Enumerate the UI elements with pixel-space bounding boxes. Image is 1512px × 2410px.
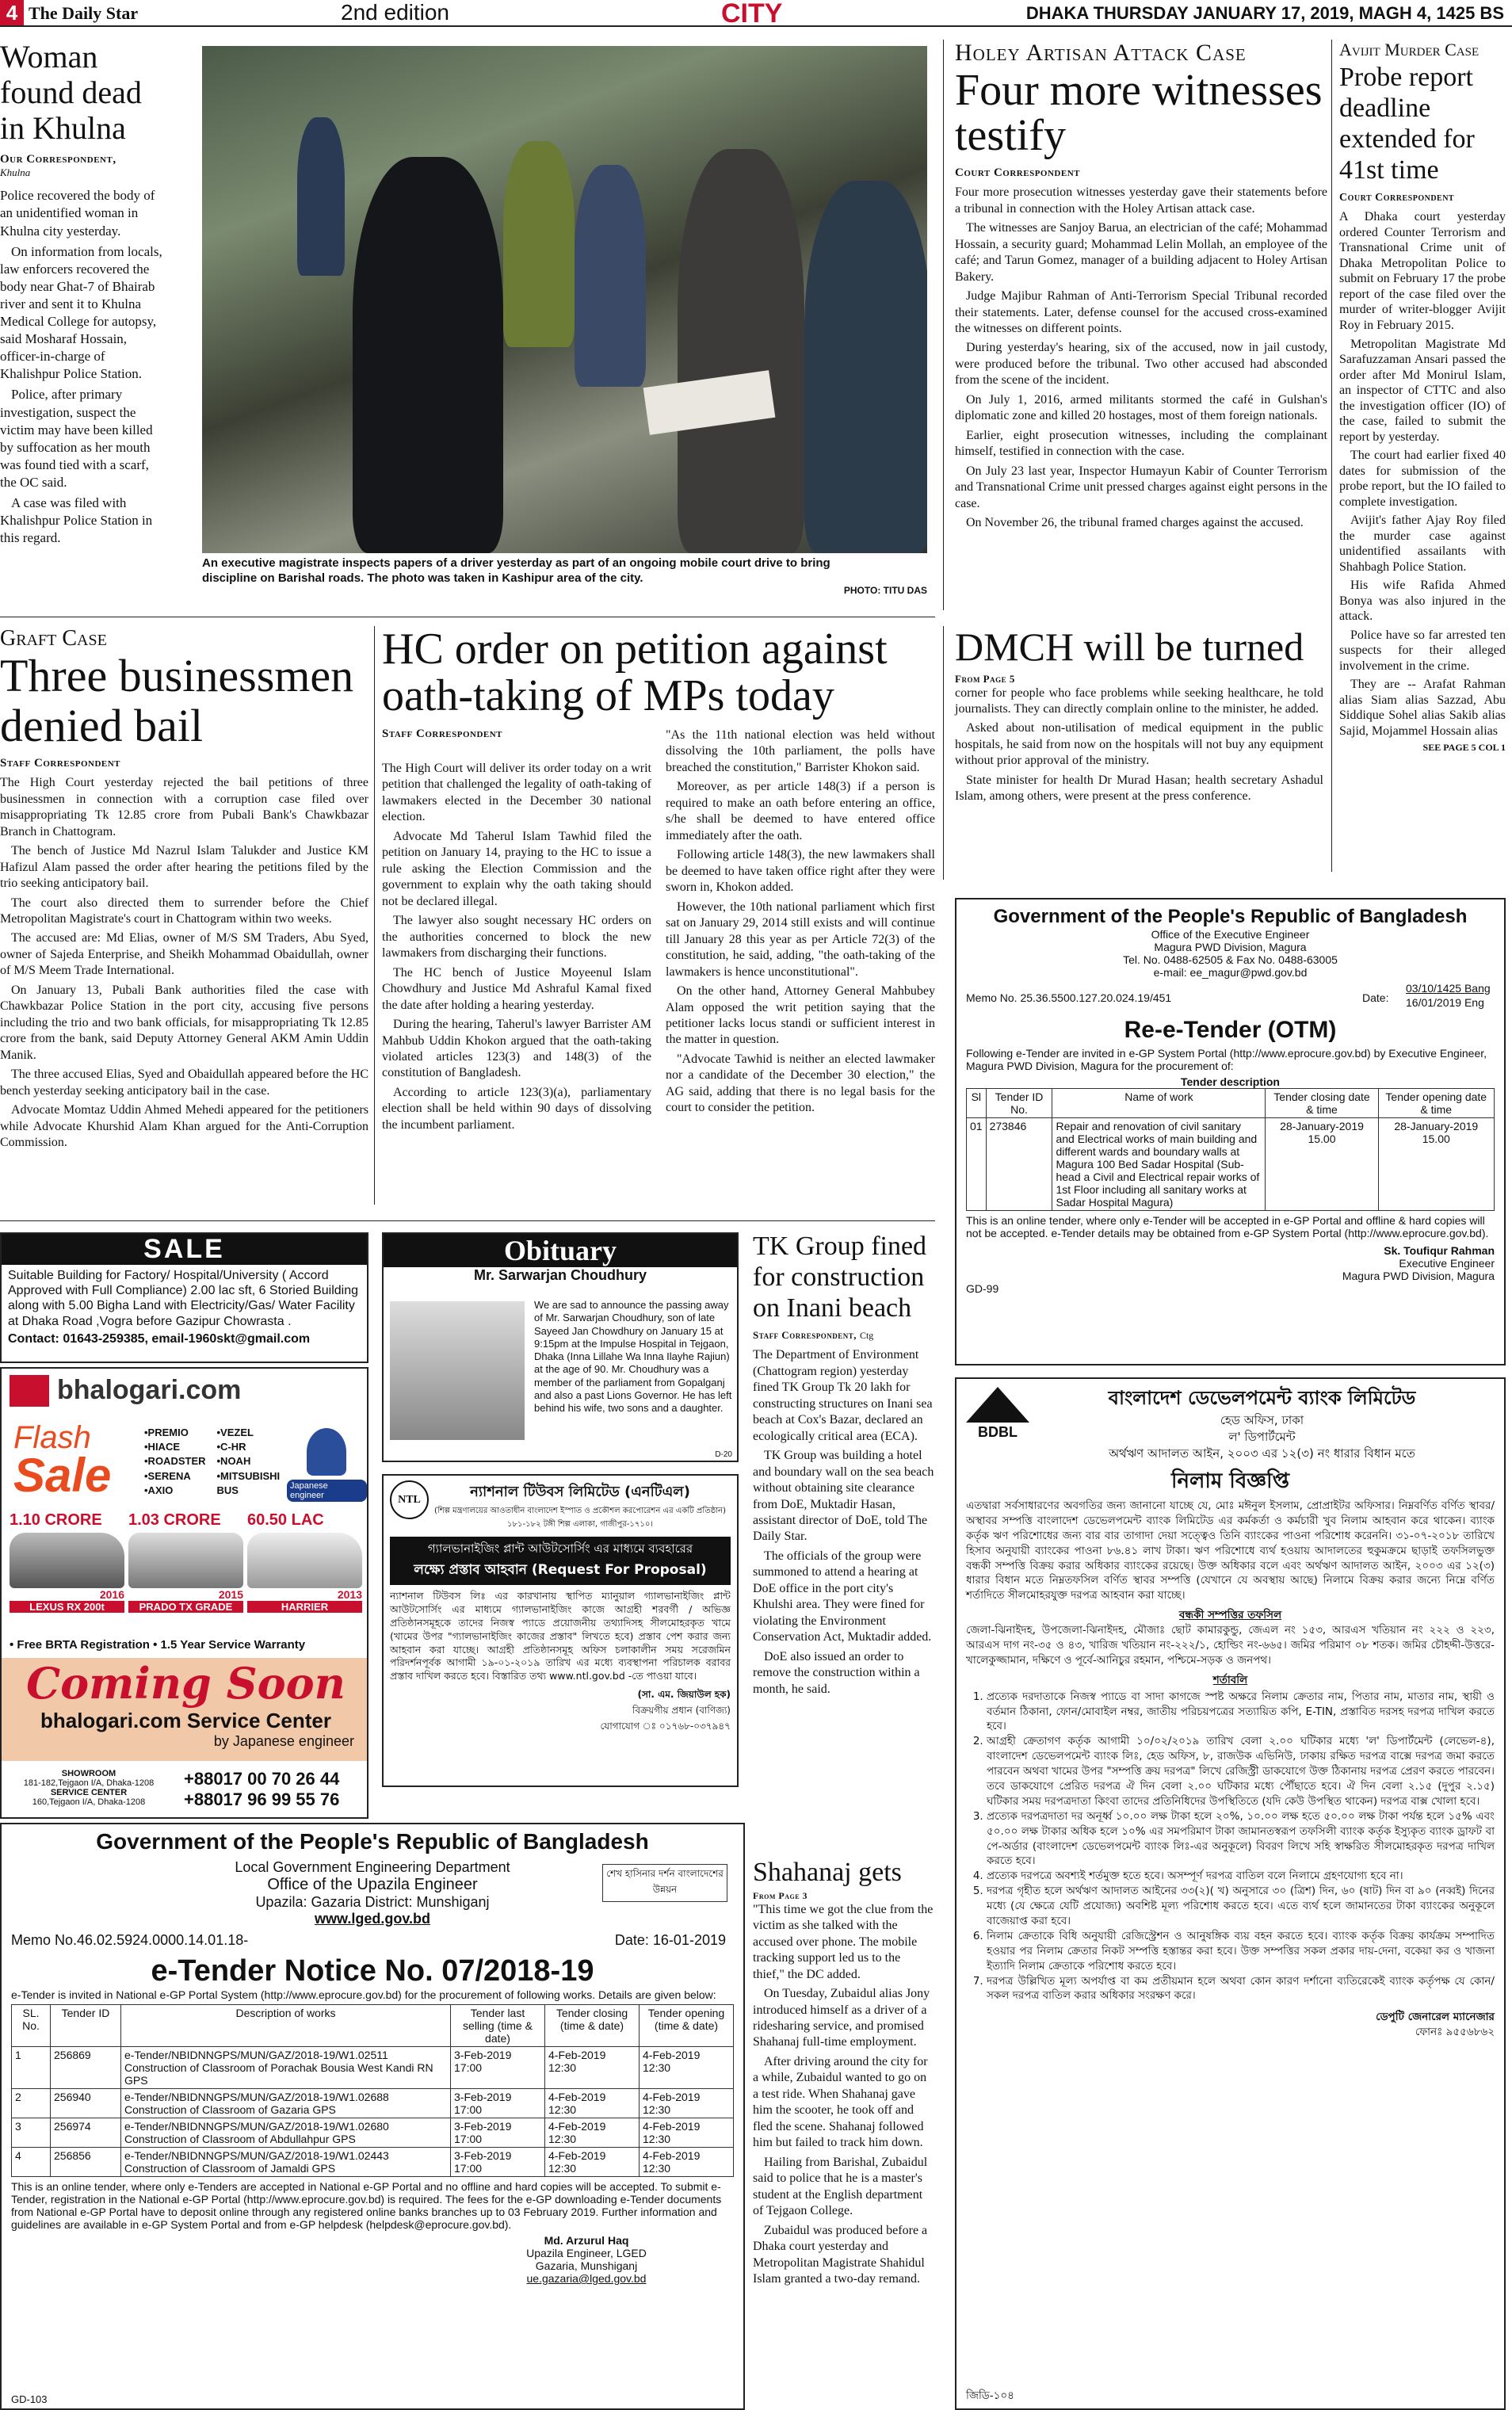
- edition-label: 2nd edition: [341, 0, 450, 25]
- ad-code: জিডি-১০৪: [966, 2389, 1014, 2403]
- paragraph: According to article 123(3)(a), parliamentary election shall be held within 90 days of dissolving the incumbent parliament.: [382, 1085, 651, 1132]
- col-header: Tender opening (time & date): [640, 2005, 734, 2047]
- table-row: 1 256869 e-Tender/NBIDNNGPS/MUN/GAZ/2018-19/W1.02511 Construction of Classroom of Porachak Bousia West Kandi RN GPS 3-Feb-2019 17:00 4-Feb-2019 12:30 4-Feb-2019 12:30: [12, 2047, 734, 2089]
- col-header: Description of works: [121, 2005, 451, 2047]
- paragraph: The bench of Justice Md Nazrul Islam Talukder and Justice KM Hafizul Alam passed the order after hearing the petitions filed by the trio seeking anticipatory bail.: [0, 844, 368, 891]
- ntl-body: ন্যাশনাল টিউবস লিঃ এর কারখানায় স্থাপিত ম্যানুয়াল গ্যালভানাইজিং প্লান্ট আউটসোর্সিং এর মাধ্যমে গ্যালভানাইজিং কাজে আগ্রহী শরবর্গী / অভিজ্ঞ প্রতিষ্ঠানসমূহকে তাদের নিজস্ব প্যাডে প্রয়োজনীয় তথ্যাদিসহ সীলমোহরকৃত খামে (খামের উপর "গ্যালভানাইজিং কাজের প্রস্তাব" লিখতে হবে) প্রস্তাব পেশ করার জন্য আহবান করা যাচ্ছে। আগ্রহী প্রতিষ্ঠানসমূহ অফিস চলাকালীন সময় সরেজমিন পরিদর্শনপূর্বক আগামী ১৯-০১-২০১৯ তারিখ এর মধ্যে ব্যবস্থাপনা পরিচালক বরাবর প্রস্তাব দাখিল করতে হবে। বিস্তারিত তথ্য www.ntl.gov.bd -তে পাওয়া যাবে।: [390, 1590, 731, 1682]
- signer-email[interactable]: ue.gazaria@lged.gov.bd: [526, 2272, 647, 2285]
- date-english: 16/01/2019 Eng: [1406, 996, 1484, 1009]
- byline-place: Ctg: [859, 1330, 874, 1342]
- signer-title: Executive Engineer: [1399, 1257, 1495, 1270]
- section-title: CITY: [721, 0, 783, 29]
- signer: ডেপুটি জেনারেল ম্যানেজার: [1376, 2011, 1495, 2024]
- ad-lged-tender: [0, 1823, 745, 2410]
- ad-code: GD-99: [966, 1282, 999, 1295]
- list-item: 2. আগ্রহী ক্রেতাগণ কর্তৃক আগামী ১০/০২/২০১৯ তারিখ বেলা ২.০০ ঘটিকার মধ্যে 'ল' ডিপার্টমেন্ট (লেভেল-৪), বাংলাদেশ ডেভেলপমেন্ট ব্যাংক লিঃ, হেড অফিস, ৮, রাজউক এভিনিউ, ঢাকায় রক্ষিত দরপত্র বাক্সে দরপত্র জমা করতে পারবেন অথবা খামের উপর "সম্পত্তি ক্রয় দরপত্র" লিখে রেজিস্ট্রী ডাকযোগে উক্ত ঠিকানায় দরপত্র প্রেরণ করতে পারবেন। তবে ডাকযোগে প্রেরিত দরপত্র ঐ দিন বেলা ২.০০ ঘটিকার মধ্যে পৌঁছাতে হবে। ঐ দিন বেলা ২.১৫ (দুপুর ২.১৫) ঘটিকার সময় দরপত্রদাতা কিংবা তাদের প্রতিনিধিদের উপস্থিতিতে (যদি কেউ উপস্থিত থাকেন) দরপত্র বাক্স খোলা হবে।: [987, 1734, 1495, 1808]
- article-body: [955, 686, 1323, 805]
- paragraph: Moreover, as per article 148(3) if a person is required to make an oath before entering an office, s/he shall be deemed to have entered office immediately after the oath.: [666, 780, 935, 842]
- paragraph: Zubaidul was produced before a Dhaka court yesterday and Metropolitan Magistrate Shahidul Islam granted a two-day remand.: [753, 2223, 928, 2286]
- story-graft: [0, 626, 368, 1155]
- signer: (সা. এম. জিয়াউল হক): [637, 1689, 731, 1701]
- article-body: [753, 1902, 935, 2288]
- list-item: 5. দরপত্র গৃহীত হলে অর্থঋণ আদালত আইনের ৩৩(২)( খ) অনুসারে ৩০ (ত্রিশ) দিন, ৬০ (ষাট) দিন বা ৯০ (নব্বই) দিনের মধ্যে (যে ক্ষেত্রে যেটি প্রযোজ্য) অবশিষ্ট মূল্য পরিশোধ করতে হবে। এতে ব্যর্থ হলে জামানতের টাকা ব্যাংকের অনুকূলে বাজেয়াপ্ত করা হবে।: [987, 1884, 1495, 1929]
- ad-code: D-20: [715, 1450, 732, 1459]
- paragraph: Police recovered the body of an unidentified woman in Khulna city yesterday.: [0, 188, 155, 239]
- showroom-label: SHOWROOM: [61, 1769, 116, 1778]
- avatar: [307, 1428, 346, 1476]
- byline: Staff Correspondent: [382, 727, 503, 740]
- signer-place: Gazaria, Munshiganj: [535, 2259, 638, 2272]
- auction-title: নিলাম বিজ্ঞপ্তি: [1171, 1469, 1289, 1493]
- ntl-banner: গ্যালভানাইজিং প্লান্ট আউটসোর্সিং এর মাধ্যমে ব্যবহারের লক্ষ্যে প্রস্তাব আহবান (Request For Proposal): [390, 1537, 731, 1585]
- sale-title: SALE: [2, 1234, 367, 1265]
- ad-obituary: [382, 1232, 739, 1462]
- ntl-sub: (শিল্প মন্ত্রণালয়ের আওতাধীন বাংলাদেশ ইস্পাত ও প্রকৌশল করপোরেশন এর একটি প্রতিষ্ঠান): [434, 1507, 726, 1515]
- tender-title: e-Tender Notice No. 07/2018-19: [151, 1954, 594, 1988]
- list-item: 3. প্রত্যেক দরপত্রদাতা দর অনূর্ধ্ব ১০.০০ লক্ষ টাকা হলে ২০%, ১০.০০ লক্ষ হতে ৫০.০০ লক্ষ টাকা পর্যন্ত হলে ১৫% এবং ৫০.০০ লক্ষ টাকার অধিক হলে ১০% এর সমপরিমাণ টাকা জামানতস্বরূপ তফসিলী ব্যাংক কর্তৃক ইস্যুকৃত ব্যাংক ড্রাফট বা পে-অর্ডার (বাংলাদেশ ডেভেলপমেন্ট ব্যাংক লিঃ-এর অনুকূলে) বিবরণ লিখে সহি স্বাক্ষরিত সীলমোহরকৃত দরপত্র দাখিল করতে হবে।: [987, 1809, 1495, 1870]
- signer-office: Magura PWD Division, Magura: [1342, 1270, 1495, 1282]
- paper-name: The Daily Star: [29, 3, 139, 23]
- paragraph: Hailing from Barishal, Zubaidul said to police that he is a master's student at the English department of Tejgaon College.: [753, 2155, 928, 2218]
- showroom-address: 181-182,Tejgaon I/A, Dhaka-1208: [23, 1778, 155, 1788]
- table-row: 2 256940 e-Tender/NBIDNNGPS/MUN/GAZ/2018-19/W1.02688 Construction of Classroom of Gazaria GPS 3-Feb-2019 17:00 4-Feb-2019 12:30 4-Feb-2019 12:30: [12, 2089, 734, 2118]
- story-khulna: [0, 40, 166, 550]
- tel: Tel. No. 0488-62505 & Fax No. 0488-63005: [1123, 953, 1338, 966]
- office: Office of the Upazila Engineer: [267, 1876, 478, 1893]
- ad-code: GD-103: [11, 2393, 48, 2405]
- article-body: [955, 185, 1327, 531]
- byline: Staff Correspondent: [0, 757, 121, 770]
- headline: Shahanaj gets: [753, 1858, 902, 1887]
- phone: ফোনঃ ৯৫৫৬৮৬২: [1415, 2026, 1495, 2039]
- obituary-text: We are sad to announce the passing away of Mr. Sarwarjan Choudhury, son of late Sayeed Jan Chowdhury on January 15 at 9:15pm at the Impulse Hospital in Tejgaon, Dhaka (Inna Lillahe Wa Inna Ilayhe Rajiun) at the age of 90. Mr. Choudhury was a member of the parliament from Gopalganj and also a past Lions Governor. He has left behind his wife, two sons and a daughter.: [534, 1299, 732, 1414]
- ad-ntl: [382, 1474, 739, 1787]
- department: ল' ডিপার্টমেন্ট: [1228, 1429, 1296, 1444]
- gov-title: Government of the People's Republic of Bangladesh: [96, 1829, 649, 1854]
- office: Office of the Executive Engineer: [1151, 928, 1310, 941]
- col-header: Tender last selling (time & date): [451, 2005, 545, 2047]
- paragraph: DoE also issued an order to remove the construction within a month, he said.: [753, 1649, 920, 1696]
- article-body: [1339, 209, 1506, 739]
- service-label: SERVICE CENTER: [50, 1788, 128, 1797]
- paragraph: Metropolitan Magistrate Md Sarafuzzaman Ansari passed the order after Md Monirul Islam, an inspector of CTTC and also the investigation officer (IO) of the case, failed to submit the report by yesterday.: [1339, 337, 1506, 444]
- obituary-name: Mr. Sarwarjan Choudhury: [473, 1267, 647, 1283]
- byline: Our Correspondent,: [0, 153, 116, 166]
- flash-label: Flash: [13, 1420, 91, 1455]
- memo: Memo No. 25.36.5500.127.20.024.19/451: [966, 991, 1172, 1004]
- masthead: [0, 0, 1512, 27]
- kicker: Holey Artisan Attack Case: [955, 40, 1247, 66]
- paragraph: The three accused Elias, Syed and Obaidullah appeared before the HC bench yesterday seeking anticipatory bail in the case.: [0, 1068, 368, 1098]
- paragraph: On July 23 last year, Inspector Humayun Kabir of Counter Terrorism and Transnational Crime unit pressed charges against eight persons in the case.: [955, 464, 1327, 510]
- paragraph: The court also directed them to surrender before the Chief Metropolitan Magistrate's court in Chattogram within two weeks.: [0, 896, 368, 926]
- headline: Woman found dead in Khulna: [0, 39, 142, 146]
- headline: HC order on petition against oath-taking of MPs today: [382, 624, 888, 720]
- phone: যোগাযোগ ঃ ০১৭৬৮-০৩৭৯৪৭: [600, 1721, 731, 1732]
- bdbl-logo: BDBL: [966, 1387, 1029, 1442]
- brand: bhalogari.com: [57, 1375, 242, 1405]
- table-row: 3 256974 e-Tender/NBIDNNGPS/MUN/GAZ/2018-19/W1.02680 Construction of Classroom of Abdullahpur GPS 3-Feb-2019 17:00 4-Feb-2019 12:30 4-Feb-2019 12:30: [12, 2118, 734, 2148]
- note: This is an online tender, where only e-Tender will be accepted in e-GP Portal and offline & hard copies will not be accepted. e-Tender details may be obtained from e-GP System Portal (http://www.eprocure.gov.bd).: [966, 1214, 1489, 1239]
- byline: Staff Correspondent,: [753, 1329, 857, 1342]
- paragraph: "Advocate Tawhid is neither an elected lawmaker nor a candidate of the December 30 election," the AG said, adding that there is no legal basis for the court to consider the petition.: [666, 1052, 935, 1115]
- paragraph: During the hearing, Taherul's lawyer Barrister AM Mahbub Uddin Khokon argued that the oath-taking violated articles 123(3) and 148(3) of the constitution of Bangladesh.: [382, 1018, 651, 1080]
- ad-otm-tender: [955, 898, 1506, 1365]
- paragraph: On January 13, Pubali Bank authorities filed the case with Chawkbazar Police Station in the port city, accusing five persons including the trio and two bank officials, for misappropriating Tk 12.85 crore from the bank, said Deputy Attorney General AKM Amin Uddin Manik.: [0, 983, 368, 1062]
- from-page: From Page 5: [955, 672, 1015, 685]
- sale-description: Suitable Building for Factory/ Hospital/University ( Accord Approved with Full Compliance) 2.00 lac sft, 6 Storied Building along with 5.00 Bigha Land with Electricity/Gas/ Water Facility at Dhaka Road ,Vogra before Gazipur Chowrasta .: [8, 1269, 358, 1328]
- headline: Four more witnesses testify: [955, 66, 1323, 161]
- date: Date: 16-01-2019: [614, 1932, 726, 1948]
- col-header: SL. No.: [12, 2005, 51, 2047]
- paragraph: On July 1, 2016, armed militants stormed the café in Gulshan's diplomatic zone and killed 20 hostages, most of them foreign nationals.: [955, 392, 1327, 423]
- list-item: 7. দরপত্র উল্লিখিত মূল্য অপর্যাপ্ত বা কম প্রতীয়মান হলে অথবা কোন কারণ দর্শানো ব্যতিরেকেই ব্যাংক কর্তৃপক্ষ যে কোন/সকল দরপত্র বাতিল করার অধিকার সংরক্ষণ করে।: [987, 1974, 1495, 2004]
- head-office: হেড অফিস, ঢাকা: [1220, 1412, 1304, 1427]
- headline: TK Group fined for construction on Inani beach: [753, 1232, 927, 1323]
- story-holey-artisan: [955, 40, 1327, 535]
- paragraph: Advocate Md Taherul Islam Tawhid filed the petition on January 14, praying to the HC to issue a rule asking the Election Commission and the government to explain why the oath taking should not be declared illegal.: [382, 829, 651, 908]
- photo-caption: An executive magistrate inspects papers of a driver yesterday as part of an ongoing mobile court drive to bring discipline on Barishal roads. The photo was taken in Kashipur area of the city.: [202, 556, 830, 585]
- story-tk-group: [753, 1231, 935, 1701]
- date-bangla: 03/10/1425 Bang: [1406, 982, 1491, 995]
- paragraph: The lawyer also sought necessary HC orders on the authorities concerned to block the new lawmakers from discharging their functions.: [382, 914, 651, 961]
- schedule-title: বন্ধকী সম্পত্তির তফসিল: [1178, 1609, 1282, 1622]
- paragraph: His wife Rafida Ahmed Bonya was also injured in the attack.: [1339, 579, 1506, 624]
- eg-logo: [10, 1375, 49, 1407]
- col-header: Tender closing date & time: [1266, 1089, 1378, 1118]
- paragraph: The court had earlier fixed 40 dates for submission of the probe report, but the IO failed to complete investigation.: [1339, 449, 1506, 509]
- paragraph: Following article 148(3), the new lawmakers shall be deemed to have taken office right after they were sworn in, Khokon added.: [666, 848, 935, 895]
- ntl-address: ১৮১-১৮২ টঙ্গী শিল্প এলাকা, গাজীপুর-১৭১০।: [507, 1520, 653, 1529]
- phone-1: +88017 00 70 26 44: [184, 1769, 340, 1789]
- paragraph: The accused are: Md Elias, owner of M/S SM Traders, Abu Syed, owner of Sajeda Enterprise, and Sheikh Mohammad Obaidullah, owner of M/S Meem Trade International.: [0, 931, 368, 978]
- ntl-name: ন্যাশনাল টিউবস লিমিটেড (এনটিএল): [470, 1484, 690, 1500]
- list-item: 4. প্রত্যেক দরপত্রে অবশ্যই শর্তমুক্ত হতে হবে। অসম্পূর্ণ দরপত্র বাতিল বলে নিলামে গ্রহণযোগ্য হবে না।: [987, 1869, 1495, 1884]
- car-offers: 1.10 CRORE 2016 LEXUS RX 200t 1.03 CRORE 2015 PRADO TX GRADE 60.50 LAC 2013 HARRIER: [10, 1511, 362, 1613]
- column-1: [382, 761, 651, 1136]
- jump-line: SEE PAGE 5 COL 1: [1422, 742, 1506, 754]
- dateline: DHAKA THURSDAY JANUARY 17, 2019, MAGH 4, 1425 BS: [1025, 3, 1504, 23]
- paragraph: The Department of Environment (Chattogram region) yesterday fined TK Group Tk 20 lakh for constructing structures on Inani sea beach at Cox's Bazar, declared an ecologically critical area (ECA).: [753, 1348, 933, 1443]
- ad-sale: [0, 1232, 368, 1363]
- website[interactable]: www.lged.gov.bd: [315, 1911, 430, 1927]
- column-2: [666, 728, 935, 1120]
- division: Magura PWD Division, Magura: [1154, 941, 1307, 953]
- story-hc-order: [382, 624, 935, 1132]
- gov-title: Government of the People's Republic of Bangladesh: [993, 906, 1468, 927]
- byline: Court Correspondent: [955, 166, 1080, 180]
- headline: Probe report deadline extended for 41st time: [1339, 63, 1475, 185]
- col-header: Tender ID No.: [986, 1089, 1052, 1118]
- paragraph: Earlier, eight prosecution witnesses, including the complainant himself, testified in connection with the case.: [955, 428, 1327, 459]
- memo: Memo No.46.02.5924.0000.14.01.18-: [11, 1932, 249, 1948]
- paragraph: Judge Majibur Rahman of Anti-Terrorism Special Tribunal recorded their statements. Later, defense counsel for the accused cross-examined the witnesses on different points.: [955, 289, 1327, 335]
- paragraph: A case was filed with Khalishpur Police Station in this regard.: [0, 495, 153, 546]
- paragraph: "As the 11th national election was held without dissolving the 10th parliament, the polls have breached the constitution," Barrister Khokon said.: [666, 728, 935, 774]
- paragraph: The HC bench of Justice Moyeenul Islam Chowdhury and Justice Md Ashraful Kamal fixed the date after holding a hearing yesterday.: [382, 965, 651, 1012]
- signer-name: Sk. Toufiqur Rahman: [1384, 1244, 1495, 1257]
- conditions-list: [966, 1690, 1495, 2004]
- signer-name: Md. Arzurul Haq: [544, 2234, 629, 2247]
- department: Local Government Engineering Department: [235, 1859, 510, 1875]
- article-body: [753, 1347, 935, 1698]
- paragraph: "This time we got the clue from the victim as she talked with the accused over phone. The mobile tracking support led us to the thief," the DC added.: [753, 1902, 934, 1981]
- tender-title: Re-e-Tender (OTM): [1124, 1017, 1337, 1043]
- paragraph: Asked about non-utilisation of medical equipment in the public hospitals, he said from now on the hospitals will not buy any equipment without prior approval of the ministry.: [955, 721, 1323, 768]
- paragraph: Police, after primary investigation, suspect the victim may have been killed by suffocation as her mouth was found tied with a scarf, the OC said.: [0, 387, 153, 490]
- schedule: জেলা-ঝিনাইদহ, উপজেলা-ঝিনাইদহ, মৌজাঃ ছোট কামারকুন্ডু, জেএল নং ১৫৩, আরএস খতিয়ান নং ২২২ ও ২২৩, আরএস দাগ নং-৩৫ ও ৪৩, খারিজ খতিয়ান নং-২২২/১, হোল্ডিং নং-৬৬৫। জমির পরিমাণ ০৮ শতক। জমির চৌহদ্দী-উত্তরে-খালেকুজ্জামান, দক্ষিণে ও পূর্বে-আনিচুর রহমান, পশ্চিমে-সড়ক ও জনপথ।: [966, 1624, 1495, 1667]
- upazila: Upazila: Gazaria District: Munshiganj: [255, 1894, 490, 1910]
- headline: DMCH will be turned: [955, 624, 1304, 669]
- col-header: Tender ID: [51, 2005, 121, 2047]
- paragraph: On Tuesday, Zubaidul alias Jony introduced himself as a driver of a ridesharing service, and promised Shahanaj full-time employment.: [753, 1987, 930, 2049]
- col-header: Tender opening date & time: [1378, 1089, 1494, 1118]
- table-row: 4 256856 e-Tender/NBIDNNGPS/MUN/GAZ/2018-19/W1.02443 Construction of Classroom of Jamaldi GPS 3-Feb-2019 17:00 4-Feb-2019 12:30 4-Feb-2019 12:30: [12, 2148, 734, 2177]
- conditions-title: শর্তাবলি: [1212, 1673, 1248, 1686]
- coming-soon-banner: Coming Soon bhalogari.com Service Center by Japanese engineer: [2, 1658, 368, 1761]
- paragraph: Police have so far arrested ten suspects for their alleged involvement in the crime.: [1339, 628, 1506, 673]
- email: e-mail: ee_magur@pwd.gov.bd: [1153, 966, 1308, 979]
- paragraph: During yesterday's hearing, six of the accused, now in jail custody, were produced before the tribunal. Two other accused had absconded from the scene of the incident.: [955, 341, 1327, 388]
- engineer-badge: Japanese engineer: [287, 1480, 367, 1502]
- intro: e-Tender is invited in National e-GP Portal System (http://www.eprocure.gov.bd) for the procurement of following works. Details are given below:: [11, 1988, 716, 2001]
- law-line: অর্থঋণ আদালত আইন, ২০০৩ এর ১২(৩) নং ধারার বিধান মতে: [1109, 1446, 1415, 1461]
- article-body: [0, 187, 166, 547]
- kicker: Graft Case: [0, 626, 107, 651]
- perks: • Free BRTA Registration • 1.5 Year Service Warranty: [10, 1638, 306, 1652]
- paragraph: Avijit's father Ajay Roy filed the murder case against unidentified assailants with Shahbagh Police Station.: [1339, 514, 1506, 574]
- slogan: শেখ হাসিনার দর্শন বাংলাদেশের উন্নয়ন: [602, 1864, 727, 1902]
- date-label: Date:: [1362, 991, 1389, 1004]
- table-caption: Tender description: [1181, 1075, 1280, 1088]
- story-dmch: [955, 626, 1323, 808]
- paragraph: The High Court will deliver its order today on a writ petition that challenged the legality of oath-taking of lawmakers elected in the December 30 national election.: [382, 762, 651, 824]
- paragraph: On November 26, the tribunal framed charges against the accused.: [966, 516, 1304, 530]
- paragraph: Advocate Momtaz Uddin Ahmed Mehedi appeared for the petitioners while Advocate Khurshid Alam Khan argued for the Anti-Corruption Commission.: [0, 1103, 368, 1150]
- paragraph: After driving around the city for a while, Zubaidul wanted to go on a test ride. When Shahanaj gave him the scooter, he took off and fled the scene. Shahanaj followed him but failed to track him down.: [753, 2054, 928, 2150]
- sale-label: Sale: [13, 1449, 112, 1502]
- obituary-title: Obituary: [384, 1234, 737, 1267]
- paragraph: The High Court yesterday rejected the bail petitions of three businessmen in connection with a corruption case filed over misappropriating Tk 12.85 crore from Pubali Bank's Chawkbazar Branch in Chattogram.: [0, 776, 368, 838]
- paragraph: On the other hand, Attorney General Mahbubey Alam opposed the writ petition saying that the petitioner lacks locus standi or sufficient interest in the matter in question.: [666, 984, 935, 1047]
- photo-credit: PHOTO: TITU DAS: [843, 585, 927, 596]
- news-photo: [202, 46, 927, 553]
- ad-bdbl-auction: [955, 1377, 1506, 2410]
- intro: এতদ্বারা সর্বসাধারণের অবগতির জন্য জানানো যাচ্ছে যে, মোঃ মঈনুল ইসলাম, প্রোপ্রাইটর অফিসার। নিম্নবর্ণিত বর্ণিত স্থাবর/অস্থাবর সম্পত্তি বাংলাদেশ ডেভেলপমেন্ট ব্যাংক লিমিটেড এর কর্মকর্তা ও কর্মচারী খুব নিলাম আহবান করে থাকেন। ব্যাংক কর্তৃক ঋণ পরিশোধের জন্য বার বার তাগাদা দেয়া সত্ত্বেও তিনি ব্যাংকের পাওনা পরিশোধ করেননি। ৩১-০৭-২০১৮ তারিখে হিসাব অনুযায়ী ব্যাংকের পাওনা ৮৬.৪১ লাখ টাকা। ঋণ পরিশোধে ব্যর্থ হওয়ায় আদালতের হুকুমক্রমে ছাড়াই তফসিলভুক্ত বন্ধকী সম্পত্তি বিক্রয় করার অধিকার ব্যাংকের রয়েছে। উক্ত অধিকার বলে এবং অর্থঋণ আদালত আইন, ২০০৩ এর ১২(৩) ধারার বিধান মতে নিম্নতফসিল বর্ণিত স্থাবর সম্পত্তি (যেখানে যে অবস্থায় আছে) নিলামে বিক্রয় করার জন্যে নিম্নে বর্ণিত শর্তাদিতে সীলমোহরযুক্ত দরপত্র আহবান করা যাচ্ছে।: [966, 1499, 1495, 1602]
- paragraph: Four more prosecution witnesses yesterday gave their statements before a tribunal in connection with the Holey Artisan attack case.: [955, 185, 1327, 216]
- model-list: •PREMIO •HIACE •ROADSTER •SERENA •AXIO •VEZEL •C-HR •NOAH •MITSUBISHI BUS: [144, 1427, 281, 1496]
- paragraph: The witnesses are Sanjoy Barua, an electrician of the café; Mohammad Hossain, a security guard; Mohammad Lelin Mollah, an employee of the café; and Tarun Gomez, manager of a building adjacent to Holey Artisan Bakery.: [955, 221, 1327, 284]
- col-header: Sl: [967, 1089, 987, 1118]
- paragraph: On information from locals, law enforcers recovered the body near Ghat-7 of Bhairab river and sent it to Khulna Medical College for autopsy, said Mosharaf Hossain, officer-in-charge of Khalishpur Police Station.: [0, 243, 162, 382]
- tender-table: [966, 1088, 1495, 1211]
- sale-contact: Contact: 01643-259385, email-1960skt@gmail.com: [8, 1331, 311, 1346]
- paragraph: corner for people who face problems while seeking healthcare, he told journalists. They can directly complain online to the minister, he added.: [955, 686, 1323, 716]
- signer-title: বিক্রয়গীয় প্রধান (বাণিজ্য): [632, 1705, 731, 1717]
- col-header: Tender closing (time & date): [545, 2005, 640, 2047]
- bank-name: বাংলাদেশ ডেভেলপমেন্ট ব্যাংক লিমিটেড: [1108, 1387, 1416, 1409]
- ad-bhalogari: [0, 1367, 368, 1819]
- headline: Three businessmen denied bail: [0, 650, 354, 751]
- from-page: From Page 3: [753, 1889, 808, 1901]
- intro: Following e-Tender are invited in e-GP System Portal (http://www.eprocure.gov.bd) by Executive Engineer, Magura PWD Division, Magura for the procurement of:: [966, 1047, 1487, 1072]
- paragraph: They are -- Arafat Rahman alias Siam alias Sazzad, Abu Siddique Sohel alias Sakib alias Sajid, Mojammel Hossain alias: [1339, 678, 1506, 738]
- article-body: [0, 775, 368, 1151]
- page-number: 4: [0, 0, 24, 25]
- paragraph: However, the 10th national parliament which first sat on January 29, 2014 still exists and will continue till January 28 this year as per Article 72(3) of the constitution, he said, adding, "the oath-taking of the lawmakers is hence unconstitutional".: [666, 899, 935, 979]
- list-item: 1. প্রত্যেক দরদাতাকে নিজস্ব প্যাডে বা সাদা কাগজে স্পষ্ট অক্ষরে নিলাম ক্রেতার নাম, পিতার নাম, মাতার নাম, স্থায়ী ও বর্তমান ঠিকানা, ফোন/মোবাইল নম্বর, জাতীয় পরিচয়পত্রের সত্যায়িত কপি, E-TIN, প্রস্তাবিত দরসহ দরপত্র দাখিল করতে হবে।: [987, 1690, 1495, 1735]
- tender-table: [11, 2004, 734, 2177]
- paragraph: TK Group was building a hotel and boundary wall on the sea beach without obtaining site clearance from DoE, Muktadir Hasan, assistant director of DoE, told The Daily Star.: [753, 1449, 934, 1544]
- ntl-logo: NTL: [390, 1480, 429, 1519]
- table-row: 01 273846 Repair and renovation of civil sanitary and Electrical works of main building and different wards and boundary walls at Magura 100 Bed Sadar Hospital (Sub-head a Civil and Electrical repair works of 1st Floor including all sanitary works at Sadar Hospital Magura) 28-January-2019 15.00 28-January-2019 15.00: [967, 1118, 1495, 1211]
- byline: Court Correspondent: [1339, 192, 1455, 204]
- note: This is an online tender, where only e-Tenders are accepted in National e-GP Portal and no offline and hard copies will be accepted. To submit e-Tender, registration in the National e-GP Portal (http://www.eprocure.gov.bd) is required. The fees for the e-GP downloading e-Tender documents from National e-GP Portal have to deposit online through any registered online banks branches up to 03 February 2019. Further information and guidelines are available in e-GP System Portal and from e-GP helpdesk (helpdesk@eprocure.gov.bd).: [11, 2180, 722, 2231]
- paragraph: A Dhaka court yesterday ordered Counter Terrorism and Transnational Crime unit of Dhaka Metropolitan Police to submit on February 17 the probe report of the case filed over the murder of writer-blogger Avijit Roy in February 2015.: [1339, 210, 1506, 332]
- avatar: [390, 1301, 525, 1440]
- paragraph: The officials of the group were summoned to attend a hearing at DoE office in the port city's Khulshi area. They were fined for violating the Environment Conservation Act, Muktadir added.: [753, 1549, 932, 1644]
- paragraph: State minister for health Dr Murad Hasan; health secretary Ashadul Islam, among others, were present at the press conference.: [955, 773, 1323, 804]
- kicker: Avijit Murder Case: [1339, 40, 1480, 59]
- service-address: 160,Tejgaon I/A, Dhaka-1208: [32, 1797, 146, 1807]
- col-header: Name of work: [1052, 1089, 1266, 1118]
- phone-2: +88017 96 99 55 76: [184, 1789, 340, 1809]
- story-avijit: [1339, 40, 1506, 754]
- list-item: 6. নিলাম ক্রেতাকে বিধি অনুযায়ী রেজিস্ট্রেশন ও আনুষঙ্গিক ব্যয় বহন করতে হবে। ব্যাংক কর্তৃক বিক্রয় কার্যক্রম সম্পাদিত হওয়ার পর নিলাম ক্রেতার নিকট সম্পত্তি হস্তান্তর করা হবে। উক্ত সম্পত্তির সকল প্রকার দায়-দেনা, বকেয়া কর ও খাজনা ইত্যাদি নিলাম ক্রেতাকে পরিশোধ করতে হবে।: [987, 1929, 1495, 1974]
- story-shahanaj: [753, 1858, 935, 2290]
- byline-place: Khulna: [0, 166, 31, 179]
- signer-title: Upazila Engineer, LGED: [526, 2247, 647, 2259]
